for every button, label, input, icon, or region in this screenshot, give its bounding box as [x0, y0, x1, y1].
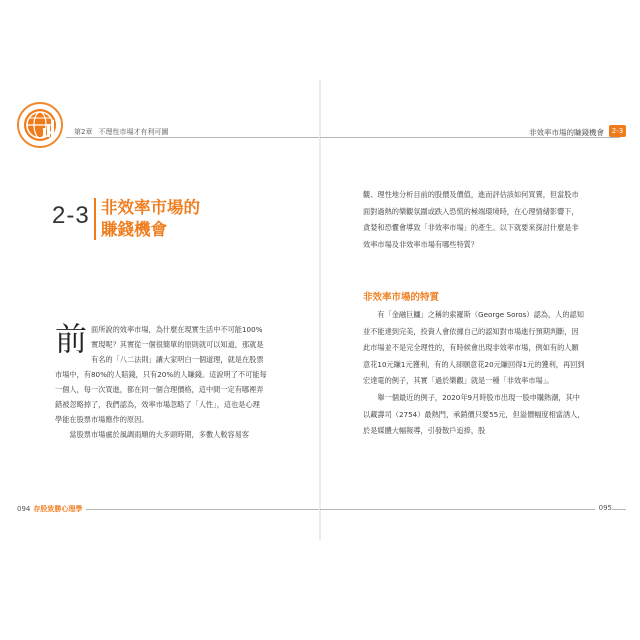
section-number: 2-3 [52, 202, 90, 229]
right-body-text [363, 187, 585, 253]
section-badge: 2-3 [609, 125, 626, 137]
footer-rule [320, 509, 626, 510]
right-paragraph-3: 舉一個最近的例子，2020年9月時股市出現一股申購熱潮，其中以藏壽司（2754）最熱門，承銷價只要55元，但溢價幅度相當誘人，於是媒體大幅報導，引發散戶追捧，股 [363, 392, 585, 436]
chapter-title: 不理性市場才有利可圖 [98, 128, 169, 136]
chapter-label [74, 127, 174, 137]
left-paragraph-1: 面所說的效率市場，為什麼在現實生活中不可能100%實現呢？其實從一個很簡單的原則就可以知道，那就是有名的「八二法則」讓大家明白一個道理，就是在股票市場中，有80%的人賠錢，只有20%的人賺錢。這說明了不可能每一個人，每一次買進，都在同一個合理價格，這中間一定有哪裡弄錯被忽略掉了，我們認為，效率市場忽略了「人性」，這也是心理學能在股票市場應作的原因。 [55, 325, 267, 424]
right-body-text-2 [363, 307, 585, 440]
sub-heading: 非效率市場的特質 [363, 292, 440, 303]
section-title [101, 197, 200, 241]
section-title-line1: 非效率市場的 [101, 198, 200, 217]
running-header: 非效率市場的賺錢機會 [529, 128, 604, 137]
section-title-line2: 賺錢機會 [101, 220, 167, 239]
page-number-right: 095 [595, 504, 612, 512]
book-title: 存股致勝心理學 [33, 505, 83, 513]
chapter-number: 第2章 [74, 128, 93, 136]
section-divider [94, 198, 96, 240]
right-page [320, 0, 640, 640]
right-paragraph-1: 觀、理性地分析目前的股價及價值，進而評估該如何買賣，但當股市面對過熱的樂觀氛圍或跌入恐慌的極端環境時，在心理情緒影響下，貪婪和恐懼會導致「非效率市場」的產生。以下就要來探討什麼是非效率市場及非效率市場有哪些特質？ [363, 190, 579, 249]
left-body-text [55, 322, 267, 442]
header-rule [66, 137, 320, 138]
drop-cap: 前 [55, 320, 88, 358]
left-paragraph-2: 當股票市場處於風調雨順的大多頭時期，多數人較容易客 [69, 430, 250, 439]
page-number-left: 094 [17, 505, 31, 513]
globe-chart-icon [17, 102, 63, 148]
footer-left [17, 504, 86, 514]
right-paragraph-2: 有「金融巨鱷」之稱的索羅斯（George Soros）認為，人的認知並不能達到完美，投資人會依據自己的認知對市場進行預期判斷，因此市場並不是完全理性的，有時候會出現非效率市場，例如有的人願意花10元賺1元獲利，有的人卻願意花20元賺回得1元的獲利，再回到宏達電的例子，其實「過於樂觀」就是一種「非效率市場」。 [363, 310, 585, 386]
